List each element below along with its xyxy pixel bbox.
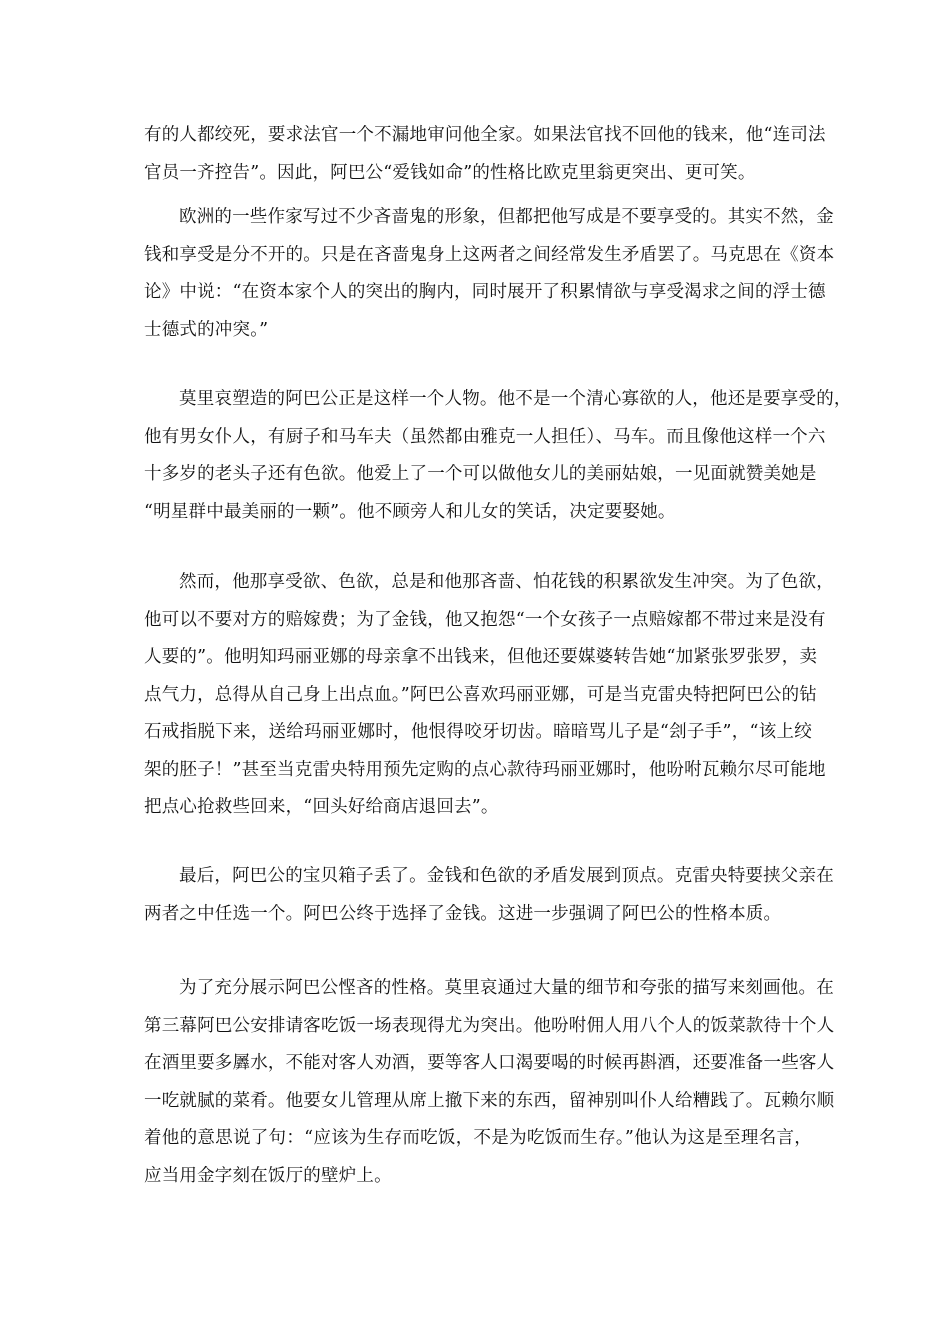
paragraph-3 [144,381,852,531]
paragraph-line: 十多岁的老头子还有色欲。他爱上了一个可以做他女儿的美丽姑娘，一见面就赞美她是 [144,464,817,484]
paragraph-line: 架的胚子！”甚至当克雷央特用预先定购的点心款待玛丽亚娜时，他吩咐瓦赖尔尽可能地 [144,759,826,780]
paragraph-line: 点气力，总得从自己身上出点血。”阿巴公喜欢玛丽亚娜，可是当克雷央特把阿巴公的钻 [144,684,817,705]
paragraph-line: 有的人都绞死，要求法官一个不漏地审问他全家。如果法官找不回他的钱来，他“连司法 [144,125,826,145]
paragraph-line: 人要的”。他明知玛丽亚娜的母亲拿不出钱来，但他还要媒婆转告她“加紧张罗张罗，卖 [144,647,818,667]
paragraph-2 [144,199,835,349]
paragraph-line: 论》中说：“在资本家个人的突出的胸内，同时展开了积累情欲与享受渴求之间的浮士德 [144,282,826,302]
paragraph-line: 着他的意思说了句：“应该为生存而吃饭，不是为吃饭而生存。”他认为这是至理名言， [144,1128,812,1148]
paragraph-line: 石戒指脱下来，送给玛丽亚娜时，他恨得咬牙切齿。暗暗骂儿子是“刽子手”，“该上绞 [144,722,812,742]
paragraph-1 [144,117,826,192]
paragraph-line: “明星群中最美丽的一颗”。他不顾旁人和儿女的笑话，决定要娶她。 [144,501,676,522]
paragraph-line: 然而，他那享受欲、色欲，总是和他那吝啬、怕花钱的积累欲发生冲突。为了色欲， [179,572,834,592]
paragraph-line: 一吃就腻的菜肴。他要女儿管理从席上撤下来的东西，留神别叫仆人给糟践了。瓦赖尔顺 [144,1090,835,1111]
paragraph-line: 应当用金字刻在饭厅的壁炉上。 [144,1165,392,1186]
paragraph-line: 最后，阿巴公的宝贝箱子丢了。金钱和色欲的矛盾发展到顶点。克雷央特要挟父亲在 [179,866,834,886]
paragraph-line: 两者之中任选一个。阿巴公终于选择了金钱。这进一步强调了阿巴公的性格本质。 [144,903,782,924]
paragraph-line: 第三幕阿巴公安排请客吃饭一场表现得尤为突出。他吩咐佣人用八个人的饭菜款待十个人 [144,1015,835,1036]
paragraph-4 [144,564,834,827]
paragraph-line: 钱和享受是分不开的。只是在吝啬鬼身上这两者之间经常发生矛盾罢了。马克思在《资本 [144,244,835,265]
paragraph-line: 士德式的冲突。” [144,319,269,340]
paragraph-line: 官员一齐控告”。因此，阿巴公“爱钱如命”的性格比欧克里翁更突出、更可笑。 [144,162,756,183]
paragraph-line: 欧洲的一些作家写过不少吝啬鬼的形象，但都把他写成是不要享受的。其实不然，金 [179,207,834,227]
paragraph-line: 莫里哀塑造的阿巴公正是这样一个人物。他不是一个清心寡欲的人，他还是要享受的， [179,389,852,409]
paragraph-line: 他有男女仆人，有厨子和马车夫（虽然都由雅克一人担任）、马车。而且像他这样一个六 [144,426,826,447]
paragraph-line: 他可以不要对方的赔嫁费；为了金钱，他又抱怨“一个女孩子一点赔嫁都不带过来是没有 [144,609,826,630]
paragraph-6 [144,970,835,1195]
paragraph-line: 在酒里要多羼水，不能对客人劝酒，要等客人口渴要喝的时候再斟酒，还要准备一些客人 [144,1053,835,1073]
paragraph-line: 把点心抢救些回来，“回头好给商店退回去”。 [144,797,499,817]
paragraph-5 [144,858,834,933]
paragraph-line: 为了充分展示阿巴公悭吝的性格。莫里哀通过大量的细节和夸张的描写来刻画他。在 [179,978,834,998]
